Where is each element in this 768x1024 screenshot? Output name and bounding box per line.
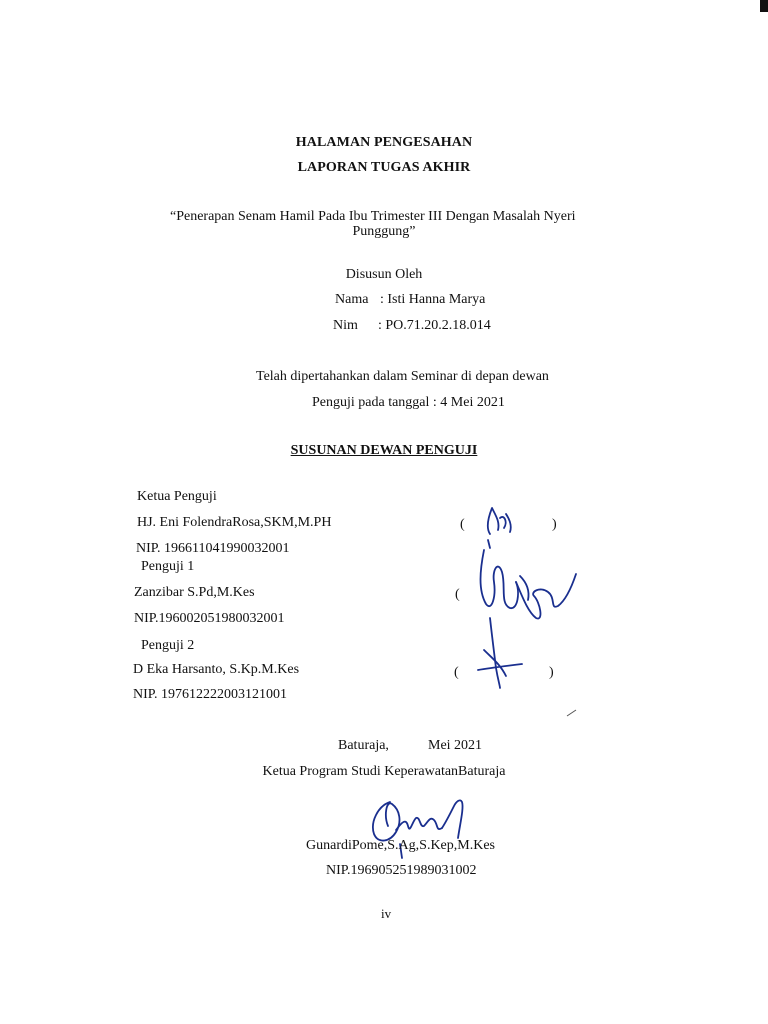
signature-bracket-open: (: [460, 517, 465, 532]
examiner-name: D Eka Harsanto, S.Kp.M.Kes: [133, 662, 300, 677]
examiner-nip: NIP. 197612222003121001: [133, 687, 288, 702]
approval-name: GunardiPome,S.Ag,S.Kep,M.Kes: [306, 838, 495, 853]
nim-label: Nim: [333, 318, 358, 333]
ink-mark: [566, 706, 578, 718]
examiner-signatures: [470, 500, 590, 700]
page-number: iv: [381, 906, 392, 921]
defense-line2: Penguji pada tanggal : 4 Mei 2021: [312, 395, 505, 410]
examiner-role: Penguji 2: [141, 638, 195, 653]
name-label: Nama: [335, 292, 369, 307]
examiner-role: Ketua Penguji: [137, 489, 217, 504]
approval-position: Ketua Program Studi KeperawatanBaturaja: [262, 764, 506, 779]
name-value: : Isti Hanna Marya: [380, 292, 486, 307]
author-label: Disusun Oleh: [345, 267, 423, 282]
approval-date: Mei 2021: [428, 738, 483, 753]
signature-bracket-close: ): [552, 517, 557, 532]
report-title-line1: “Penerapan Senam Hamil Pada Ibu Trimester III Dengan Masalah Nyeri: [170, 209, 576, 224]
examiner-name: Zanzibar S.Pd,M.Kes: [134, 585, 255, 600]
examiner-nip: NIP.196002051980032001: [134, 611, 285, 626]
signature-bracket-open: (: [455, 587, 460, 602]
page-subtitle: LAPORAN TUGAS AKHIR: [297, 160, 471, 175]
approval-place: Baturaja,: [338, 738, 389, 753]
examiner-name: HJ. Eni FolendraRosa,SKM,M.PH: [137, 515, 332, 530]
approval-nip: NIP.196905251989031002: [326, 863, 477, 878]
report-title-line2: Punggung”: [352, 224, 416, 239]
board-heading: SUSUNAN DEWAN PENGUJI: [290, 443, 478, 458]
nim-value: : PO.71.20.2.18.014: [378, 318, 491, 333]
examiner-nip: NIP. 196611041990032001: [136, 541, 290, 556]
examiner-role: Penguji 1: [141, 559, 195, 574]
scan-edge-mark: [760, 0, 768, 12]
defense-line1: Telah dipertahankan dalam Seminar di depan dewan: [256, 369, 549, 384]
page-title: HALAMAN PENGESAHAN: [295, 135, 473, 150]
signature-bracket-open: (: [454, 665, 459, 680]
signature-bracket-close: ): [549, 665, 554, 680]
